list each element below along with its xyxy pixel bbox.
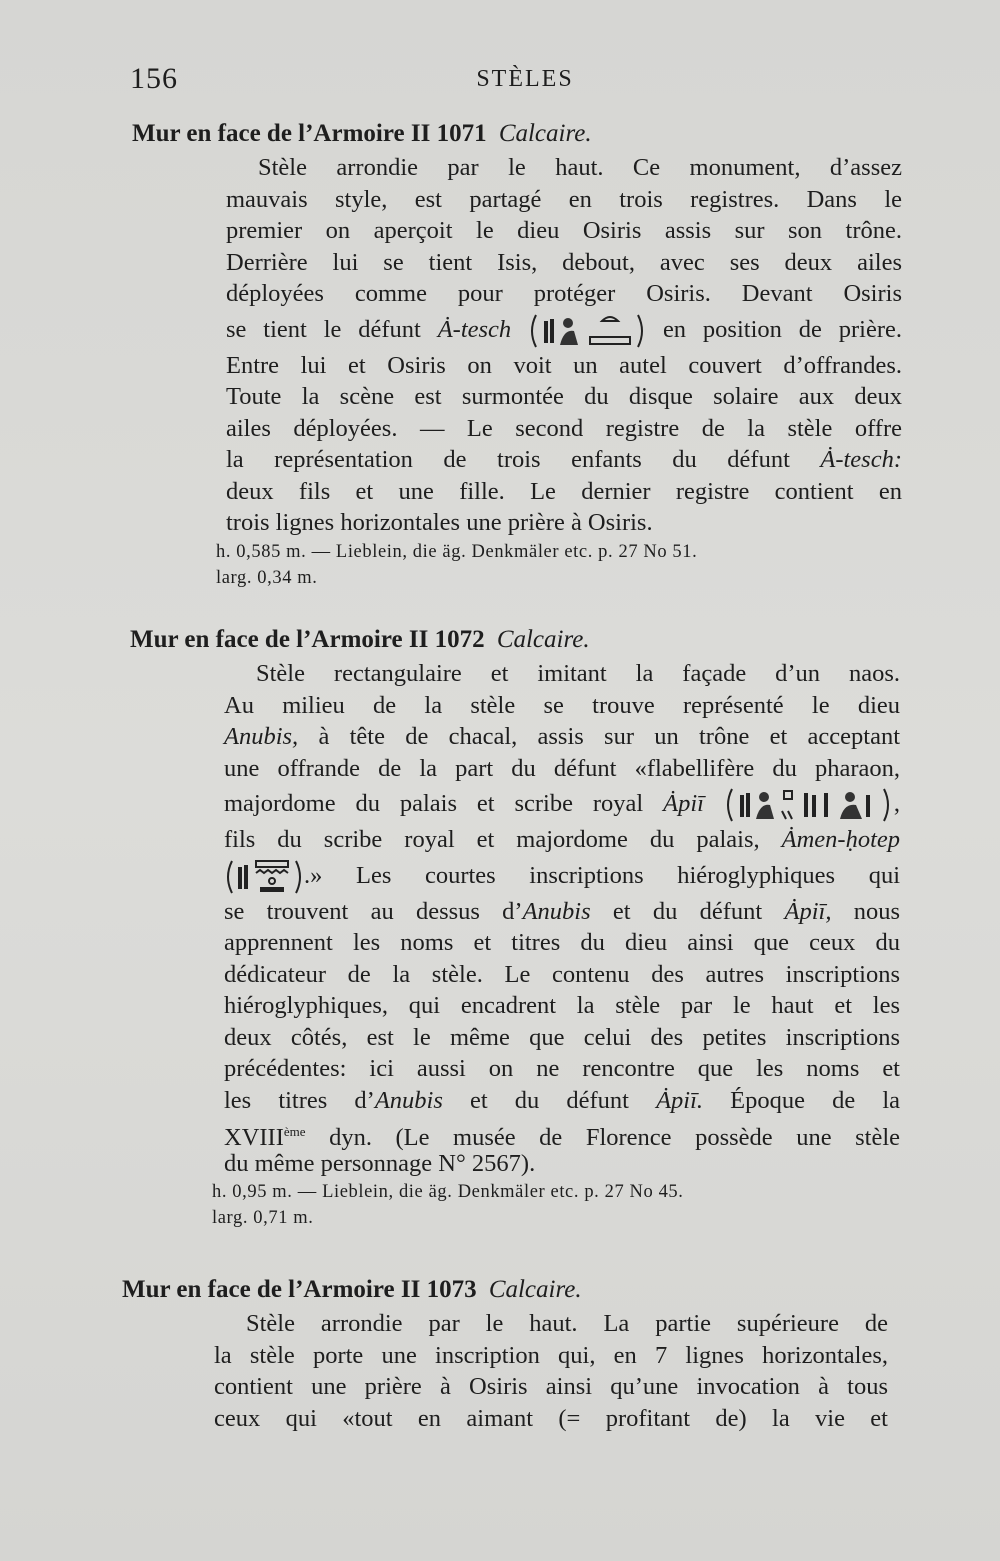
text-line: hiéroglyphiques, qui encadrent la stèle par le haut et les	[224, 992, 900, 1019]
entry-heading	[132, 120, 902, 148]
entry-material: Calcaire.	[488, 1276, 582, 1303]
entry-material: Calcaire.	[496, 626, 590, 653]
hieroglyph-cartouche-icon	[224, 857, 304, 897]
text-line: les titres d’Anubis et du défunt Ȧpiī. Époque de la	[224, 1086, 901, 1114]
entry-dimensions	[212, 1179, 902, 1231]
entry-heading	[130, 626, 902, 654]
text-line: Toute la scène est surmontée du disque solaire aux deux	[226, 383, 902, 410]
catalog-entry-1071	[132, 120, 902, 591]
entry-dimensions	[216, 539, 902, 591]
text-line: apprennent les noms et titres du dieu ainsi que ceux du	[224, 929, 900, 956]
text-line: Anubis, à tête de chacal, assis sur un trône et acceptant	[224, 723, 901, 750]
running-head	[130, 62, 920, 102]
entry-number: 1072	[434, 626, 485, 653]
text-line: une offrande de la part du défunt «flabellifère du pharaon,	[224, 754, 900, 782]
text-line-with-hieroglyphs: se tient le défunt Ȧ-tesch en position de prière.	[226, 310, 902, 350]
text-line: déployées comme pour protéger Osiris. Devant Osiris	[226, 280, 902, 307]
dimension-height: h. 0,585 m. — Lieblein, die äg. Denkmäler etc. p. 27 No 51.	[216, 541, 698, 562]
dimension-height: h. 0,95 m. — Lieblein, die äg. Denkmäler etc. p. 27 No 45.	[212, 1182, 684, 1202]
text-line: trois lignes horizontales une prière à Osiris.	[226, 509, 653, 536]
text-line: Entre lui et Osiris on voit un autel couvert d’offrandes.	[226, 351, 902, 379]
hieroglyph-cartouche-icon	[724, 785, 894, 825]
text-line: Derrière lui se tient Isis, debout, avec ses deux ailes	[226, 248, 902, 276]
text-line: Stèle rectangulaire et imitant la façade d’un naos.	[256, 660, 900, 687]
entry-description	[226, 152, 902, 539]
text-line: premier on aperçoit le dieu Osiris assis sur son trône.	[226, 217, 902, 244]
text-line-with-hieroglyphs: .» Les courtes inscriptions hiéroglyphiques qui	[224, 856, 900, 896]
text-line: la stèle porte une inscription qui, en 7 lignes horizontales,	[214, 1341, 888, 1369]
entry-material: Calcaire.	[498, 120, 592, 147]
text-line: contient une prière à Osiris ainsi qu’une invocation à tous	[214, 1373, 888, 1400]
entry-location: Mur en face de l’Armoire II	[132, 120, 431, 147]
entry-location: Mur en face de l’Armoire II	[122, 1276, 421, 1303]
catalog-entry-1073	[122, 1276, 890, 1434]
text-line: la représentation de trois enfants du défunt Ȧ-tesch:	[226, 446, 902, 473]
text-line: XVIIIème dyn. (Le musée de Florence possède une stèle	[224, 1124, 901, 1152]
entry-description	[214, 1308, 888, 1434]
hieroglyph-cartouche-icon	[528, 311, 646, 351]
text-line: ailes déployées. — Le second registre de la stèle offre	[226, 414, 902, 442]
entry-description	[224, 658, 900, 1179]
text-line: dédicateur de la stèle. Le contenu des autres inscriptions	[224, 960, 900, 988]
text-line: précédentes: ici aussi on ne rencontre que les noms et	[224, 1055, 900, 1082]
page-number: 156	[130, 62, 178, 95]
entry-heading	[122, 1276, 890, 1304]
dimension-width: larg. 0,71 m.	[212, 1208, 314, 1228]
text-line-with-hieroglyphs: majordome du palais et scribe royal Ȧpiī ,	[224, 784, 900, 824]
entry-number: 1073	[426, 1276, 477, 1303]
text-line: Au milieu de la stèle se trouve représenté le dieu	[224, 691, 900, 719]
comma: ,	[893, 790, 901, 817]
running-title: STÈLES	[476, 66, 574, 92]
entry-number: 1071	[436, 120, 487, 147]
text-line: se trouvent au dessus d’Anubis et du défunt Ȧpiī, nous	[224, 897, 901, 925]
text-line: Stèle arrondie par le haut. Ce monument, d’assez	[258, 154, 902, 181]
dimension-width: larg. 0,34 m.	[216, 567, 318, 588]
text-line: ceux qui «tout en aimant (= profitant de) la vie et	[214, 1404, 888, 1432]
name-atesch: Ȧ-tesch	[437, 315, 512, 343]
text-line: deux fils et une fille. Le dernier registre contient en	[226, 477, 902, 505]
text-line: fils du scribe royal et majordome du palais, Ȧmen-ḥotep	[224, 826, 900, 853]
text-line: du même personnage N° 2567).	[224, 1149, 536, 1177]
entry-location: Mur en face de l’Armoire II	[130, 626, 429, 653]
catalog-entry-1072	[130, 626, 902, 1231]
text-line: deux côtés, est le même que celui des petites inscriptions	[224, 1023, 900, 1051]
text-line: Stèle arrondie par le haut. La partie supérieure de	[246, 1310, 888, 1337]
text-line: mauvais style, est partagé en trois registres. Dans le	[226, 185, 902, 213]
